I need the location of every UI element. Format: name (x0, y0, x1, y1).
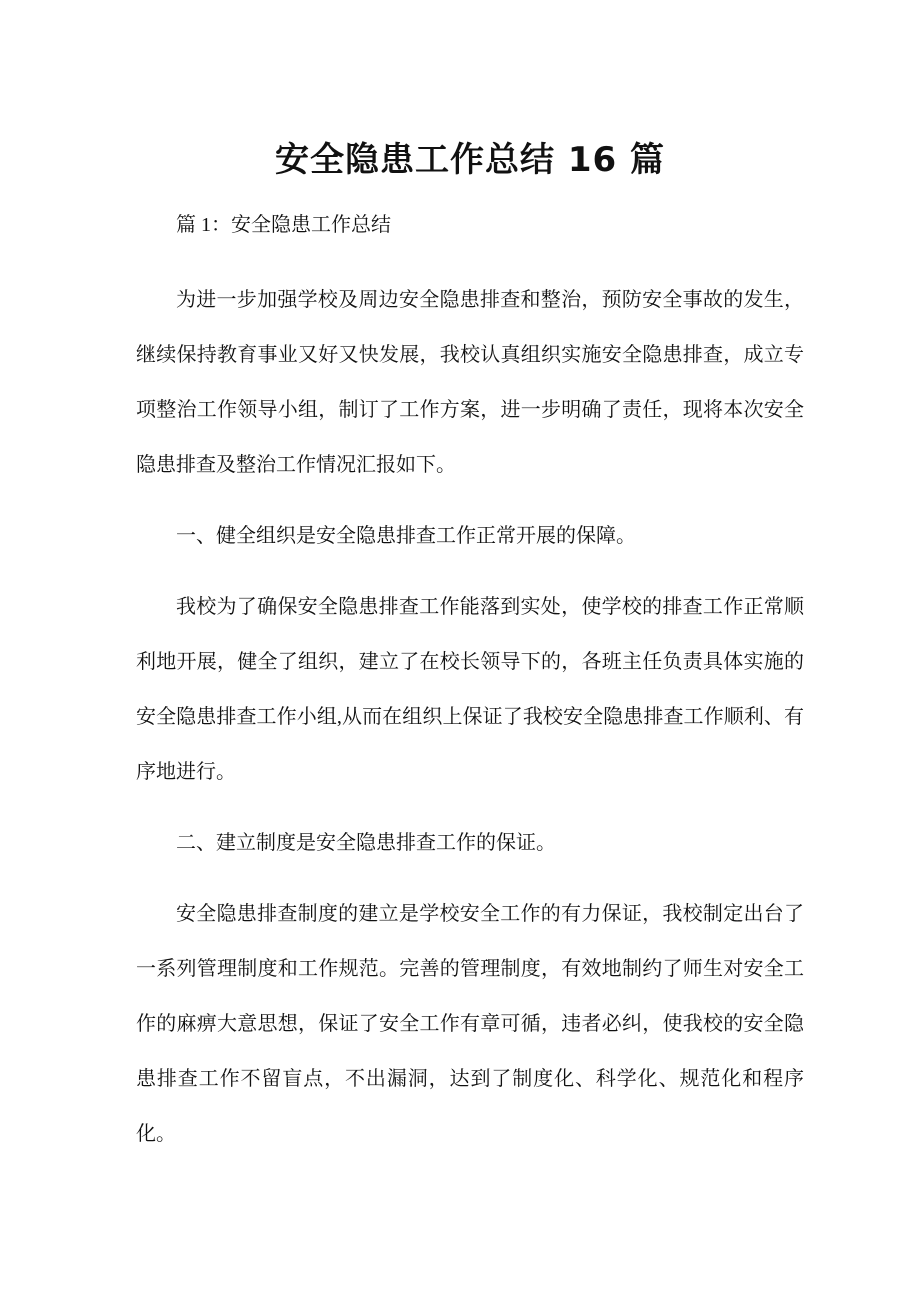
paragraph-section-1: 我校为了确保安全隐患排查工作能落到实处，使学校的排查工作正常顺利地开展，健全了组织，建立了在校长领导下的，各班主任负责具体实施的安全隐患排查工作小组,从而在组织上保证了我校安全隐患排查工作顺利、有序地进行。 (136, 596, 804, 783)
document-title: 安全隐患工作总结 16 篇 (275, 140, 665, 180)
section-heading-1: 一、健全组织是安全隐患排查工作正常开展的保障。 (176, 525, 636, 547)
section-heading-2: 二、建立制度是安全隐患排查工作的保证。 (176, 832, 556, 854)
article-subtitle: 篇 1：安全隐患工作总结 (176, 214, 391, 236)
paragraph-section-2: 安全隐患排查制度的建立是学校安全工作的有力保证，我校制定出台了一系列管理制度和工作规范。完善的管理制度，有效地制约了师生对安全工作的麻痹大意思想，保证了安全工作有章可循，违者必纠，使我校的安全隐患排查工作不留盲点，不出漏洞，达到了制度化、科学化、规范化和程序化。 (136, 903, 804, 1145)
paragraph-intro: 为进一步加强学校及周边安全隐患排查和整治，预防安全事故的发生，继续保持教育事业又好又快发展，我校认真组织实施安全隐患排查，成立专项整治工作领导小组，制订了工作方案，进一步明确了责任，现将本次安全隐患排查及整治工作情况汇报如下。 (136, 289, 804, 476)
